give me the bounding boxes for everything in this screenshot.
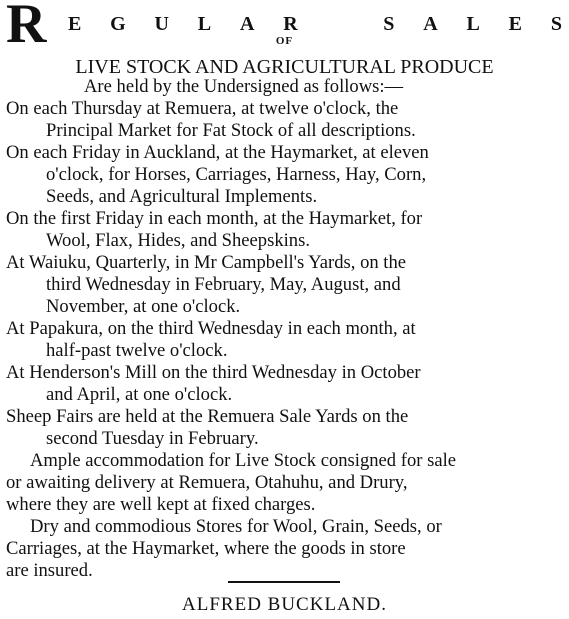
text-line: At Henderson's Mill on the third Wednesday in October (6, 362, 421, 383)
heading-letter: A (239, 13, 255, 35)
text-line: o'clock, for Horses, Carriages, Harness, Hay, Corn, (46, 164, 427, 185)
heading-letter: E (508, 13, 522, 35)
text-line: On the first Friday in each month, at the Haymarket, for (6, 208, 423, 229)
text-line: where they are well kept at fixed charges. (6, 494, 316, 515)
text-line: third Wednesday in February, May, August, and (46, 274, 401, 295)
heading-letter: G (110, 13, 126, 35)
text-line: November, at one o'clock. (46, 296, 241, 317)
text-line: Seeds, and Agricultural Implements. (46, 186, 318, 207)
paragraph-waiuku (6, 252, 562, 318)
subtitle: LIVE STOCK AND AGRICULTURAL PRODUCE (75, 56, 494, 78)
text-line: At Waiuku, Quarterly, in Mr Campbell's Yards, on the (6, 252, 407, 273)
text-line: Sheep Fairs are held at the Remuera Sale Yards on the (6, 406, 409, 427)
paragraph-papakura (6, 318, 562, 362)
heading-letter: L (466, 13, 480, 35)
heading-letter: R (283, 13, 298, 35)
heading-letter: S (383, 13, 395, 35)
heading-letter: S (550, 13, 562, 35)
text-line: On each Friday in Auckland, at the Haymarket, at eleven (6, 142, 429, 163)
paragraph-sheep-fairs (6, 406, 562, 450)
text-line: or awaiting delivery at Remuera, Otahuhu, and Drury, (6, 472, 408, 493)
heading-letter: L (197, 13, 212, 35)
text-line: half-past twelve o'clock. (46, 340, 228, 361)
text-line: At Papakura, on the third Wednesday in each month, at (6, 318, 416, 339)
paragraph-hendersons-mill (6, 362, 562, 406)
text-line: and April, at one o'clock. (46, 384, 233, 405)
text-line: Principal Market for Fat Stock of all descriptions. (46, 120, 416, 141)
intro-paragraph (6, 76, 562, 98)
heading-word-gap (326, 14, 354, 34)
heading-of: OF (275, 35, 294, 47)
heading-letter: E (68, 13, 82, 35)
text-line: On each Thursday at Remuera, at twelve o'clock, the (6, 98, 399, 119)
paragraph-thursday-remuera (6, 98, 562, 142)
paragraph-first-friday (6, 208, 562, 252)
text-line: are insured. (6, 560, 93, 581)
text-line: second Tuesday in February. (46, 428, 259, 449)
text-line: Ample accommodation for Live Stock consigned for sale (30, 450, 456, 471)
drop-cap: R (6, 0, 47, 55)
divider (228, 581, 340, 583)
heading-letter: U (154, 13, 169, 35)
paragraph-accommodation (6, 450, 562, 516)
text-line: Wool, Flax, Hides, and Sheepskins. (46, 230, 310, 251)
paragraph-friday-auckland (6, 142, 562, 208)
text-line: Carriages, at the Haymarket, where the goods in store (6, 538, 406, 559)
paragraph-stores (6, 516, 562, 582)
text-line: Are held by the Undersigned as follows:— (84, 76, 404, 97)
heading-letters (68, 14, 562, 34)
text-line: Dry and commodious Stores for Wool, Grain, Seeds, or (30, 516, 442, 537)
signature: ALFRED BUCKLAND. (182, 594, 387, 615)
heading-letter: A (423, 13, 438, 35)
